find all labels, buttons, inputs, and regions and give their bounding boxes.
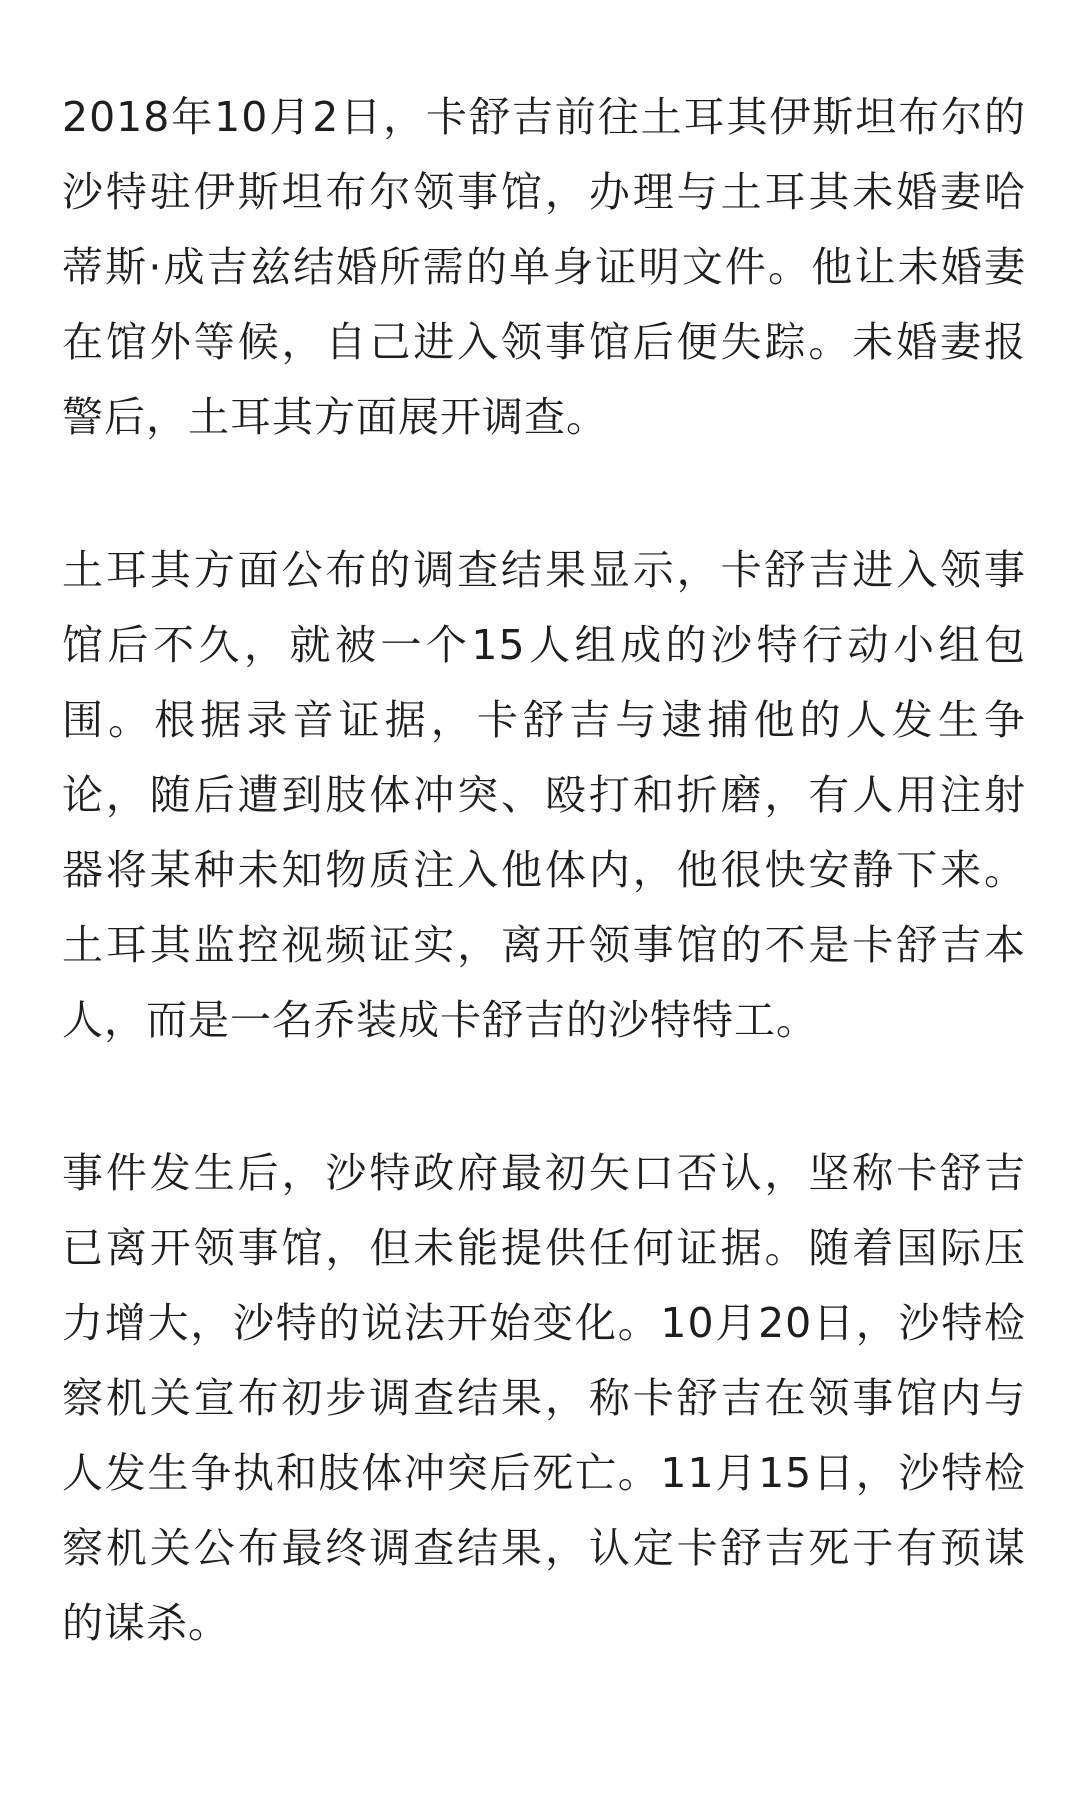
paragraph-2: 土耳其方面公布的调查结果显示，卡舒吉进入领事馆后不久，就被一个15人组成的沙特行动小组包围。根据录音证据，卡舒吉与逮捕他的人发生争论，随后遭到肢体冲突、殴打和折磨，有人用注射器将某种未知物质注入他体内，他很快安静下来。土耳其监控视频证实，离开领事馆的不是卡舒吉本人，而是一名乔装成卡舒吉的沙特特工。 [62, 546, 1026, 1044]
paragraph-1: 2018年10月2日，卡舒吉前往土耳其伊斯坦布尔的沙特驻伊斯坦布尔领事馆，办理与土耳其未婚妻哈蒂斯·成吉兹结婚所需的单身证明文件。他让未婚妻在馆外等候，自己进入领事馆后便失踪。未婚妻报警后，土耳其方面展开调查。 [62, 93, 1026, 441]
article-body [62, 80, 1026, 1661]
paragraph-3: 事件发生后，沙特政府最初矢口否认，坚称卡舒吉已离开领事馆，但未能提供任何证据。随着国际压力增大，沙特的说法开始变化。10月20日，沙特检察机关宣布初步调查结果，称卡舒吉在领事馆内与人发生争执和肢体冲突后死亡。11月15日，沙特检察机关公布最终调查结果，认定卡舒吉死于有预谋的谋杀。 [62, 1149, 1026, 1647]
